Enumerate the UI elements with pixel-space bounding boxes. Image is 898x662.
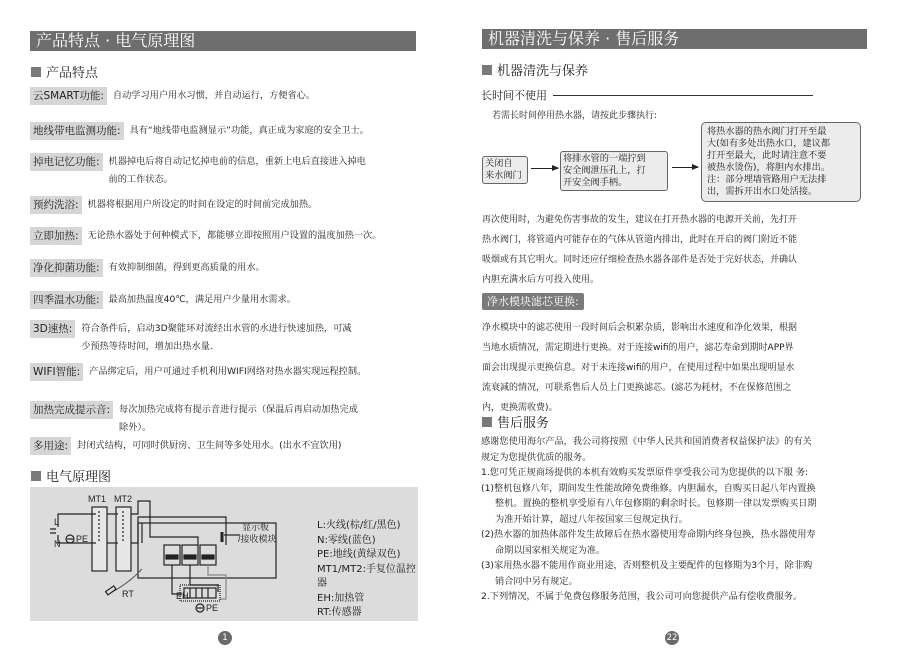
feature-item	[30, 437, 341, 455]
feature-description	[130, 122, 369, 140]
flow-step-line: 被热水烫伤)，将胆内水排出。	[707, 162, 831, 173]
feature-description	[119, 401, 358, 437]
maintenance-heading: 机器清洗与保养	[482, 60, 588, 79]
feature-description	[88, 196, 318, 214]
feature-description-line: 具有“地线带电监测显示”功能，真正成为家庭的安全卫士。	[129, 125, 369, 136]
feature-label: 3D速热:	[30, 320, 75, 338]
feature-description-line: 每次加热完成将有提示音进行提示（保温后再启动加热完成	[119, 404, 358, 415]
service-line: 感谢您使用海尔产品，我公司将按照《中华人民共和国消费者权益保护法》的有关	[481, 436, 812, 447]
service-text	[481, 434, 817, 605]
feature-item	[30, 122, 369, 140]
feature-item	[30, 320, 351, 356]
svg-text:MT2: MT2	[114, 494, 132, 504]
flow-step-line: 安全阀泄压孔上，打	[563, 165, 646, 176]
page-title: 机器清洗与保养 · 售后服务	[482, 29, 867, 49]
paragraph-line: 吸烟或有其它明火。同时还应仔细检查热水器各部件是否处于完好状态，并确认	[482, 255, 798, 265]
paragraph-line: 净水模块中的滤芯使用一段时间后会积累杂质，影响出水速度和净化效果，根据	[482, 323, 798, 333]
feature-item	[30, 401, 358, 437]
feature-item	[30, 363, 366, 381]
square-bullet-icon	[482, 65, 492, 75]
flow-step-line: 打开至最大，此时请注意不要	[707, 150, 827, 161]
paragraph-line: 当地水质情况，需定期进行更换。对于连接wifi的用户，滤芯寿命到期时APP界	[482, 343, 794, 353]
feature-description	[77, 437, 341, 455]
feature-label: 地线带电监测功能:	[30, 122, 124, 140]
legend-item: N:零线(蓝色)	[317, 534, 376, 546]
feature-label: 多用途:	[30, 437, 71, 455]
feature-description-line: 封闭式结构，可同时供厨房、卫生间等多处用水。(出水不宜饮用)	[77, 440, 342, 451]
service-line: 为准开始计算，超过八年按国家三包规定执行。	[495, 513, 688, 525]
svg-text:RT: RT	[122, 589, 134, 599]
feature-item	[30, 291, 296, 309]
feature-description-line: 机器掉电后将自动记忆掉电前的信息，重新上电后直接进入掉电	[108, 156, 366, 167]
flow-step-line: 出，需拆开出水口处活接。	[707, 186, 818, 197]
divider-line	[553, 95, 813, 96]
feature-description-line: 无论热水器处于何种模式下，都能够立即按照用户设置的温度加热一次。	[87, 230, 382, 241]
feature-description-line: 最高加热温度40℃，满足用户少量用水需求。	[108, 294, 296, 305]
flow-step-1	[482, 156, 528, 184]
feature-description	[88, 227, 382, 245]
feature-label: 掉电记忆功能:	[30, 153, 103, 171]
legend-item: L:火线(棕/红/黑色)	[317, 520, 401, 531]
flow-step-line: 将热水器的热水阀门打开至最	[707, 126, 827, 137]
svg-text:MT1: MT1	[88, 494, 106, 504]
service-line: 整机。置换的整机享受原有八年包修期的剩余时长。包修期一律以发票购买日期	[495, 498, 817, 509]
feature-description-line: 自动学习用户用水习惯，并自动运行，方便省心。	[112, 90, 316, 101]
feature-item	[30, 87, 315, 105]
svg-text:PE: PE	[76, 534, 89, 544]
svg-text:L: L	[54, 517, 60, 527]
feature-label: 云SMART功能:	[30, 87, 107, 105]
svg-text:/接收模块: /接收模块	[238, 534, 277, 544]
flow-step-line: 将排水管的一端拧到	[563, 153, 646, 164]
flow-step-line: 关闭自	[485, 158, 513, 169]
page-number: 22	[666, 633, 678, 643]
features-heading: 产品特点	[31, 62, 98, 81]
steps-intro: 若需长时间停用热水器，请按此步骤执行:	[492, 111, 658, 121]
square-bullet-icon	[482, 417, 492, 427]
legend-item: RT:传感器	[317, 607, 362, 618]
flow-step-3	[701, 122, 861, 202]
feature-description	[113, 87, 315, 105]
legend-item: MT1/MT2:手复位温控器	[317, 563, 416, 589]
flow-step-line: 大(如有多处出热水口，建议都	[707, 138, 831, 149]
svg-text:EH: EH	[176, 591, 189, 601]
square-bullet-icon	[31, 471, 41, 481]
paragraph-line: 再次使用时，为避免伤害事故的发生，建议在打开热水器的电源开关前，先打开	[482, 215, 798, 225]
legend-item: EH:加热管	[317, 592, 365, 604]
feature-description-line: 符合条件后，启动3D聚能环对流经出水管的水进行快速加热，可减	[81, 323, 352, 334]
feature-description	[109, 153, 366, 189]
feature-item	[30, 153, 366, 189]
reuse-paragraph	[482, 210, 797, 290]
diagram-heading: 电气原理图	[31, 466, 111, 485]
legend-item: PE:地线(黄绿双色)	[317, 549, 401, 560]
service-heading: 售后服务	[482, 412, 549, 431]
arrow-right-icon	[531, 168, 558, 169]
svg-text:N: N	[54, 539, 61, 549]
service-line: (1)整机包修八年，期间发生性能故障免费维修。内胆漏水，自购买日起八年内置换	[481, 482, 816, 494]
feature-label: 加热完成提示音:	[30, 401, 113, 419]
feature-item	[30, 227, 382, 245]
service-line: 命期以国家相关规定为准。	[495, 544, 606, 556]
feature-description-line: 除外）。	[119, 422, 152, 433]
feature-description	[81, 320, 351, 356]
feature-description	[109, 259, 265, 277]
feature-item	[30, 196, 317, 214]
arrow-right-icon	[672, 167, 698, 168]
square-bullet-icon	[31, 67, 41, 77]
feature-description-line: 前的工作状态。	[108, 174, 173, 185]
feature-label: 立即加热:	[30, 227, 82, 245]
service-line: 规定为您提供优质的服务。	[481, 451, 592, 463]
page-title: 产品特点 · 电气原理图	[30, 31, 416, 51]
service-line: 1.您可凭正规商场提供的本机有效购买发票原件享受我公司为您提供的以下服 务:	[481, 467, 809, 478]
filter-paragraph	[482, 318, 797, 418]
service-line: (2)热水器的加热体部件发生故障后在热水器使用寿命期内终身包换，热水器使用寿	[481, 529, 816, 540]
service-line: 销合同中另有规定。	[495, 575, 578, 587]
feature-description-line: 少预热等待时间，增加出热水量.	[81, 341, 213, 352]
feature-label: WIFI智能:	[30, 363, 83, 381]
filter-tag: 净水模块滤芯更换:	[482, 293, 584, 310]
feature-label: 净化抑菌功能:	[30, 259, 103, 277]
feature-description	[109, 291, 296, 309]
feature-description	[89, 363, 366, 381]
feature-label: 四季温水功能:	[30, 291, 103, 309]
svg-text:PE: PE	[206, 603, 219, 613]
page-number: 1	[218, 631, 232, 645]
flow-step-line: 开安全阀手柄。	[563, 177, 628, 188]
wiring-diagram	[30, 487, 418, 621]
feature-description-line: 机器将根据用户所设定的时间在设定的时间前完成加热。	[87, 199, 318, 210]
right-page	[449, 0, 898, 662]
svg-text:显示板: 显示板	[242, 522, 270, 532]
feature-description-line: 产品绑定后，用户可通过手机利用WIFI网络对热水器实现远程控制。	[89, 366, 367, 377]
diagram-legend	[317, 519, 418, 621]
service-line: 2.下列情况，不属于免费包修服务范围，我公司可向您提供产品有偿收费服务。	[481, 591, 803, 602]
paragraph-line: 内胆充满水后方可投入使用。	[482, 275, 600, 285]
paragraph-line: 流衰减的情况，可联系售后人员上门更换滤芯。(滤芯为耗材，不在保修范围之	[482, 383, 792, 393]
flow-step-line: 来水阀门	[485, 170, 522, 181]
paragraph-line: 热水阀门，将管道内可能存在的气体从管道内排出，此时在开启的阀门附近不能	[482, 235, 798, 245]
flow-step-2	[560, 151, 668, 191]
flow-step-line: 注：部分埋墙管路用户无法排	[707, 174, 827, 185]
long-unused-heading: 长时间不使用	[481, 87, 813, 103]
service-line: (3)家用热水器不能用作商业用途，否则整机及主要配件的包修期为3个月，除非购	[481, 560, 813, 571]
paragraph-line: 面会出现提示更换信息。对于未连接wifi的用户，在使用过程中如果出现明显水	[482, 363, 795, 373]
feature-label: 预约洗浴:	[30, 196, 82, 214]
feature-item	[30, 259, 265, 277]
feature-description-line: 有效抑制细菌，得到更高质量的用水。	[108, 262, 265, 273]
paragraph-line: 内，更换需收费)。	[482, 403, 558, 413]
